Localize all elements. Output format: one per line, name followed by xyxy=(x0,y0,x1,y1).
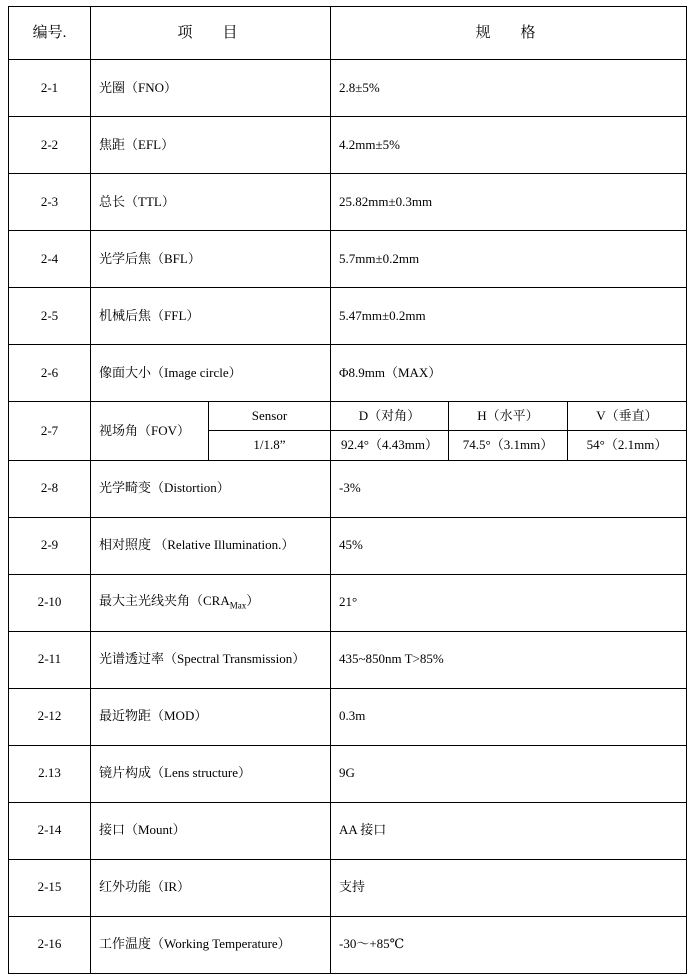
table-row xyxy=(9,345,687,402)
row-item: 工作温度（Working Temperature） xyxy=(91,916,331,973)
row-item: 相对照度 （Relative Illumination.） xyxy=(91,517,331,574)
table-row xyxy=(9,688,687,745)
row-spec: 5.47mm±0.2mm xyxy=(331,288,687,345)
row-item: 最近物距（MOD） xyxy=(91,688,331,745)
row-spec: 支持 xyxy=(331,859,687,916)
header-no: 编号. xyxy=(9,7,91,60)
row-spec: -30～+85℃ xyxy=(331,916,687,973)
fov-row-header xyxy=(9,402,687,431)
row-no: 2-7 xyxy=(9,402,91,461)
row-spec: 45% xyxy=(331,517,687,574)
table-row xyxy=(9,859,687,916)
table-row xyxy=(9,60,687,117)
row-spec: 25.82mm±0.3mm xyxy=(331,174,687,231)
row-no: 2-5 xyxy=(9,288,91,345)
row-spec: 0.3m xyxy=(331,688,687,745)
row-item: 镜片构成（Lens structure） xyxy=(91,745,331,802)
table-row xyxy=(9,745,687,802)
row-spec: AA 接口 xyxy=(331,802,687,859)
fov-header-vertical: V（垂直） xyxy=(568,402,687,431)
row-no: 2-6 xyxy=(9,345,91,402)
row-item-prefix: 最大主光线夹角（CRA xyxy=(99,593,230,609)
row-item: 接口（Mount） xyxy=(91,802,331,859)
row-item: 视场角（FOV） xyxy=(91,402,209,461)
row-no: 2-1 xyxy=(9,60,91,117)
row-item xyxy=(91,574,331,631)
table-row xyxy=(9,117,687,174)
row-item: 光谱透过率（Spectral Transmission） xyxy=(91,631,331,688)
fov-value-diagonal: 92.4°（4.43mm） xyxy=(331,431,449,460)
row-item: 机械后焦（FFL） xyxy=(91,288,331,345)
row-spec: 435~850nm T>85% xyxy=(331,631,687,688)
table-row xyxy=(9,517,687,574)
row-spec: 4.2mm±5% xyxy=(331,117,687,174)
row-no: 2-16 xyxy=(9,916,91,973)
row-item-suffix: ） xyxy=(246,593,260,609)
row-item: 红外功能（IR） xyxy=(91,859,331,916)
header-spec: 规 格 xyxy=(331,7,687,60)
row-item: 像面大小（Image circle） xyxy=(91,345,331,402)
table-header-row xyxy=(9,7,687,60)
row-no: 2-14 xyxy=(9,802,91,859)
row-item: 光学后焦（BFL） xyxy=(91,231,331,288)
table-row xyxy=(9,802,687,859)
row-no: 2-12 xyxy=(9,688,91,745)
table-row xyxy=(9,631,687,688)
table-row xyxy=(9,460,687,517)
row-no: 2-3 xyxy=(9,174,91,231)
table-row xyxy=(9,916,687,973)
row-item: 总长（TTL） xyxy=(91,174,331,231)
table-row xyxy=(9,231,687,288)
row-spec: 21° xyxy=(331,574,687,631)
row-no: 2-8 xyxy=(9,460,91,517)
specification-table xyxy=(8,6,687,974)
row-no: 2-9 xyxy=(9,517,91,574)
fov-value-vertical: 54°（2.1mm） xyxy=(568,431,687,460)
fov-value-horizontal: 74.5°（3.1mm） xyxy=(449,431,568,460)
row-spec: Φ8.9mm（MAX） xyxy=(331,345,687,402)
fov-header-diagonal: D（对角） xyxy=(331,402,449,431)
row-no: 2-4 xyxy=(9,231,91,288)
row-spec: 5.7mm±0.2mm xyxy=(331,231,687,288)
row-item: 焦距（EFL） xyxy=(91,117,331,174)
row-no: 2-11 xyxy=(9,631,91,688)
fov-value-sensor: 1/1.8” xyxy=(209,431,331,460)
row-item-subscript: Max xyxy=(229,600,247,611)
fov-header-sensor: Sensor xyxy=(209,402,331,431)
table-row xyxy=(9,574,687,631)
header-item: 项 目 xyxy=(91,7,331,60)
row-no: 2-10 xyxy=(9,574,91,631)
table-row xyxy=(9,288,687,345)
row-no: 2.13 xyxy=(9,745,91,802)
row-spec: -3% xyxy=(331,460,687,517)
row-no: 2-15 xyxy=(9,859,91,916)
row-spec: 2.8±5% xyxy=(331,60,687,117)
row-no: 2-2 xyxy=(9,117,91,174)
table-row xyxy=(9,174,687,231)
row-item: 光学畸变（Distortion） xyxy=(91,460,331,517)
fov-header-horizontal: H（水平） xyxy=(449,402,568,431)
row-item: 光圈（FNO） xyxy=(91,60,331,117)
row-spec: 9G xyxy=(331,745,687,802)
